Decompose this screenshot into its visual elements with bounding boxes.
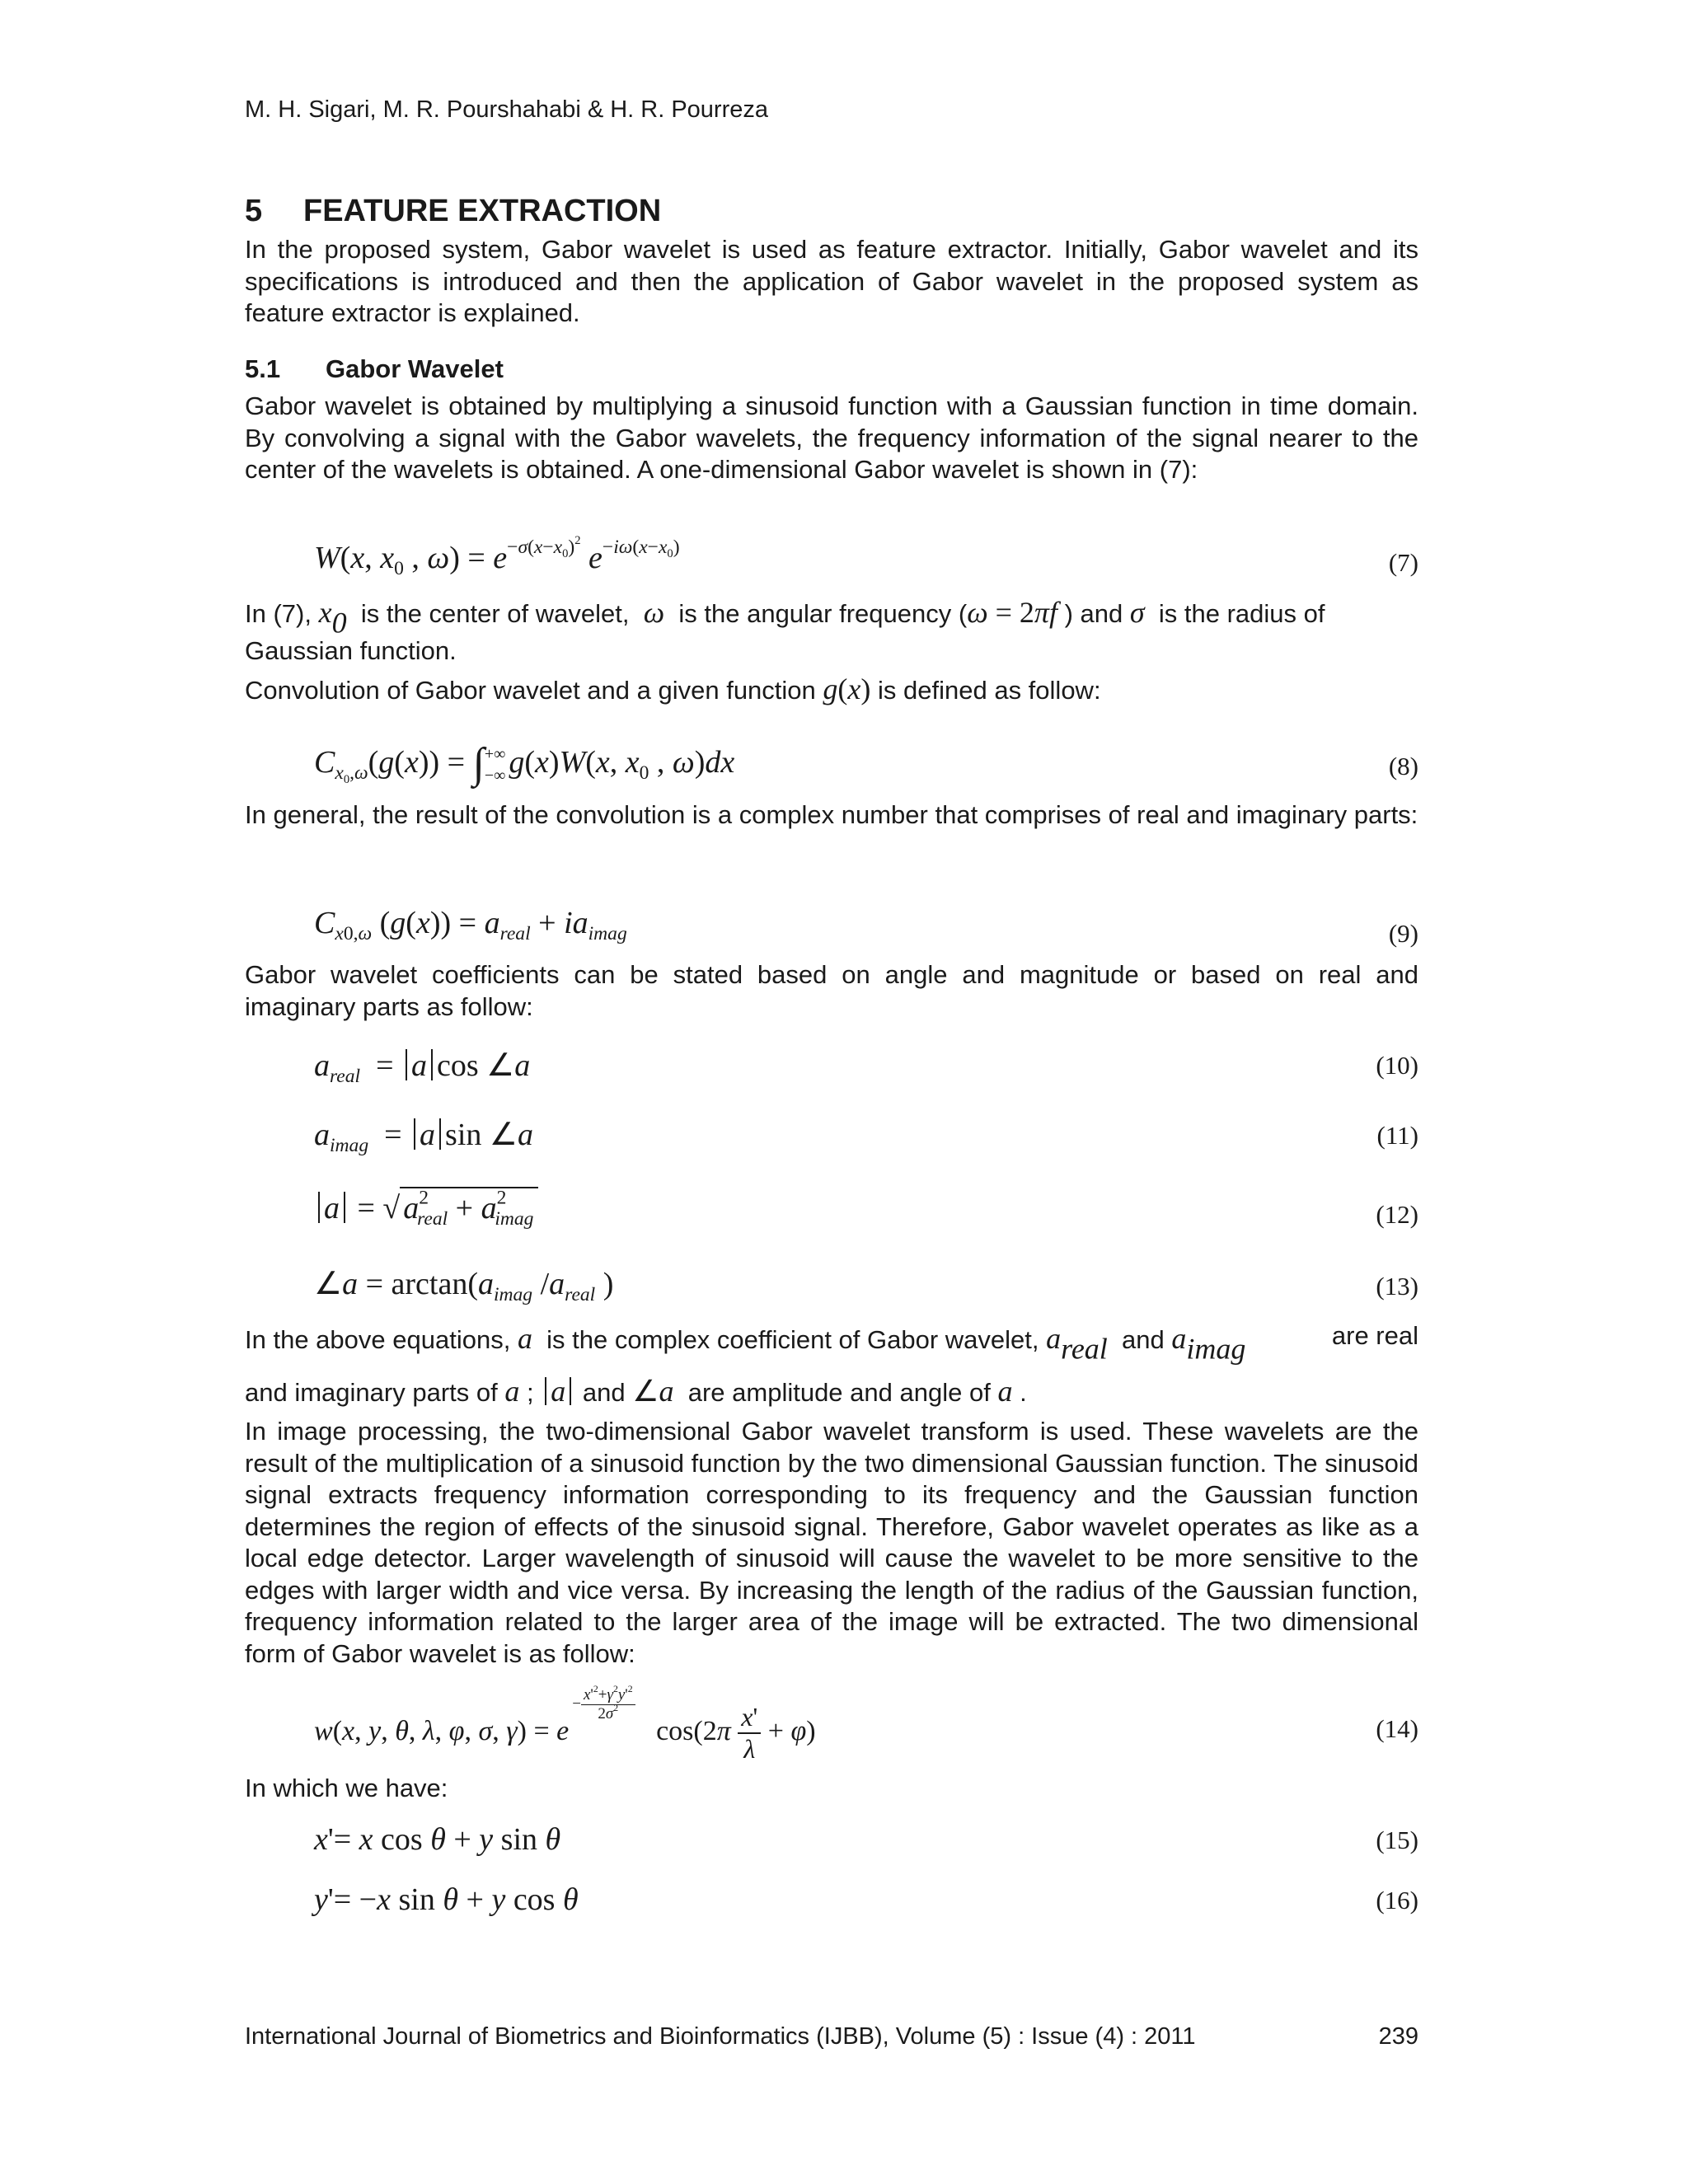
equation-11: $a_{imag} = a$ sin ∠a [314,1118,533,1157]
convolution-line: Convolution of Gabor wavelet and a given function g(x) is defined as follow: [245,673,1101,705]
equation-7: W(x, $x_0$ , $\omega) = e^{-\sigma(x-x_0)^2}$ $e^{-i\omega(x-x_0)}$ [314,534,680,580]
running-head: M. H. Sigari, M. R. Pourshahabi & H. R. Pourreza [245,96,768,123]
text-fragment: and imaginary parts of [245,1378,498,1407]
section-number: 5 [245,194,263,228]
equation-number-9: (9) [1388,919,1418,948]
section-intro: In the proposed system, Gabor wavelet is used as feature extractor. Initially, Gabor wavelet and its specifications is introduced and then the application of Gabor wavelet in the proposed system as feature extractor is explained. [245,235,1418,327]
above-equations-line: In the above equations, a is the complex coefficient of Gabor wavelet, $a_{real}$ and $a_{imag}$ are real [245,1321,1418,1366]
text-fragment: is the complex coefficient of Gabor wavelet, [546,1325,1039,1354]
text-fragment: . [1020,1378,1027,1407]
section-title: FEATURE EXTRACTION [303,194,662,228]
text-fragment: and [582,1378,626,1407]
equation-number-16: (16) [1376,1886,1418,1915]
text-fragment: and [1122,1325,1165,1354]
text-fragment: is the angular frequency ( [678,599,968,628]
equation-8: $C_{x_0,\omega}(g(x))$ = ∫+∞ −∞ g(x)W(x, $x_0$ , ω)dx [314,740,735,787]
subsection-number: 5.1 [245,354,281,383]
text-fragment: ; [526,1378,534,1407]
text-fragment: ) and [1064,599,1123,628]
parts-line: and imaginary parts of a ; a and ∠a are amplitude and angle of a . [245,1375,1027,1408]
equation-9: $C_{x0,\omega}$ $(g(x)) = a_{real} + ia_{imag}$ [314,906,627,945]
equation-number-13: (13) [1376,1272,1418,1301]
image-processing-paragraph: In image processing, the two-dimensional Gabor wavelet transform is used. These wavelets are the result of the multiplication of a sinusoid function by the two dimensional Gaussian function. The sinusoid signal extracts frequency information corresponding to its frequency and the Gaussian function determines the region of effects of the sinusoid signal. Therefore, Gabor wavelet operates as like as a local edge detector. Larger wavelength of sinusoid will cause the wavelet to be more sensitive to the edges with larger width and vice versa. By increasing the length of the radius of the Gaussian function, frequency information related to the larger area of the image will be extracted. The two dimensional form of Gabor wavelet is as follow: [245,1417,1418,1668]
equation-13: ∠a = $\arctan(a_{imag}$ $/a_{real}$ ) [314,1267,614,1306]
equation-12: a = √ $a^2_{real} + a^2_{imag}$ [314,1187,538,1226]
equation-number-14: (14) [1376,1714,1418,1743]
equation-number-7: (7) [1388,548,1418,577]
text-fragment: In (7), [245,599,312,628]
coefficients-paragraph: Gabor wavelet coefficients can be stated based on angle and magnitude or based on real and imaginary parts as follow: [245,960,1418,1021]
text-fragment: In the above equations, [245,1325,511,1354]
footer-journal: International Journal of Biometrics and Bioinformatics (IJBB), Volume (5) : Issue (4) : 2011 [245,2023,1196,2050]
equation-number-10: (10) [1376,1051,1418,1080]
equation-15: x'= x cos θ + y sin θ [314,1822,561,1857]
equation-16: y'= −x sin θ + y cos θ [314,1882,579,1917]
page-number: 239 [1378,2023,1418,2050]
text-fragment: are amplitude and angle of [687,1378,991,1407]
section-heading [245,194,661,229]
equation-number-12: (12) [1376,1200,1418,1229]
text-fragment: is the center of wavelet, [360,599,630,628]
text-fragment: are real [1331,1321,1418,1350]
gaussian-fn-line: Gaussian function. [245,636,457,665]
equation-10: $a_{real} = a$ cos ∠a [314,1048,531,1088]
gabor-paragraph: Gabor wavelet is obtained by multiplying a sinusoid function with a Gaussian function in time domain. By convolving a signal with the Gabor wavelets, the frequency information of the signal nearer to the center of the wavelets is obtained. A one-dimensional Gabor wavelet is shown in (7): [245,391,1418,484]
subsection-title: Gabor Wavelet [326,354,504,383]
text-fragment: is the radius of [1158,599,1325,628]
text-fragment: Convolution of Gabor wavelet and a given function [245,676,816,705]
equation-number-15: (15) [1376,1825,1418,1854]
subsection-heading [245,354,504,384]
equation-number-11: (11) [1376,1121,1418,1150]
equation-14: w(x, y, θ, λ, φ, σ, γ) = e− $\frac{x'^2+\gamma^2y'^2}{2\sigma^2}$ cos(2π $\frac{x'}{\lambda}$ + φ) [314,1684,816,1764]
in7-line: In (7), $x_0$ is the center of wavelet, ω is the angular frequency (ω = 2πf ) and σ is the radius of [245,596,1325,640]
general-paragraph: In general, the result of the convolution is a complex number that comprises of real and imaginary parts: [245,800,1418,829]
equation-number-8: (8) [1388,752,1418,780]
text-fragment: is defined as follow: [878,676,1101,705]
which-line: In which we have: [245,1774,448,1802]
